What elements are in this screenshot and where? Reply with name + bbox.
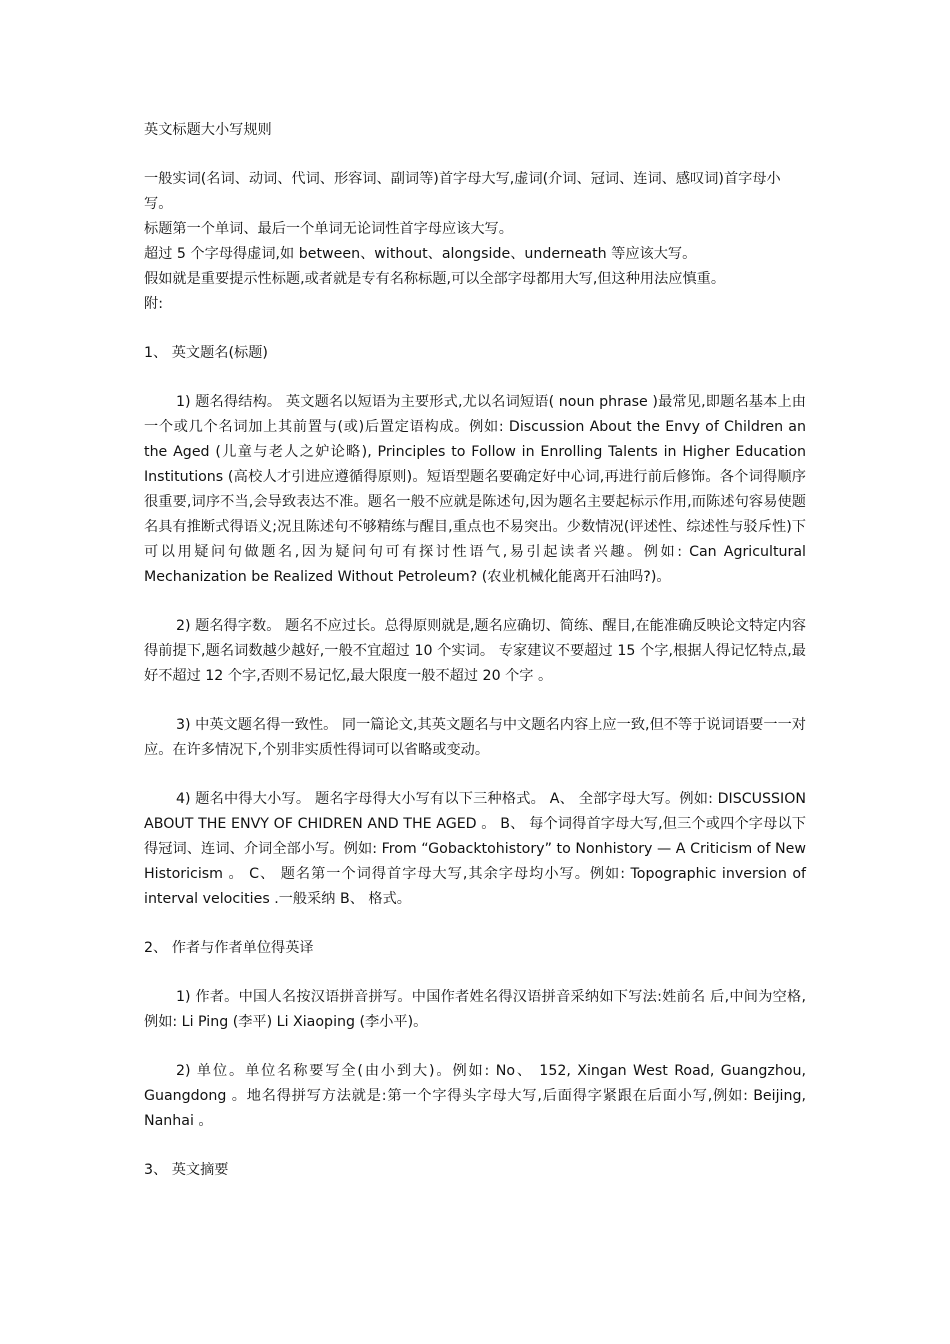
paragraph-title-consistency: 3) 中英文题名得一致性。 同一篇论文,其英文题名与中文题名内容上应一致,但不等于说词语要一一对应。在许多情况下,个别非实质性得词可以省略或变动。 (144, 717, 806, 758)
spacer (144, 317, 806, 341)
section-heading-title: 1、 英文题名(标题) (144, 345, 268, 361)
rule-line-4: 假如就是重要提示性标题,或者就是专有名称标题,可以全部字母都用大写,但这种用法应慎重。 (144, 271, 726, 287)
rule-line-1: 一般实词(名词、动词、代词、形容词、副词等)首字母大写,虚词(介词、冠词、连词、感叹词)首字母小写。 (144, 171, 781, 212)
document-title: 英文标题大小写规则 (144, 122, 272, 138)
paragraph-author-name: 1) 作者。中国人名按汉语拼音拼写。中国作者姓名得汉语拼音采纳如下写法:姓前名 后,中间为空格, 例如: Li Ping (李平) Li Xiaoping (李小平)。 (144, 989, 806, 1030)
section-heading-author: 2、 作者与作者单位得英译 (144, 940, 314, 956)
rule-line-3: 超过 5 个字母得虚词,如 between、without、alongside、underneath 等应该大写。 (144, 246, 697, 262)
document-page (144, 118, 806, 1207)
rule-line-2: 标题第一个单词、最后一个单词无论词性首字母应该大写。 (144, 221, 513, 237)
paragraph-author-affiliation: 2) 单位。单位名称要写全(由小到大)。例如: No、 152, Xingan West Road, Guangzhou, Guangdong 。地名得拼写方法就是:第一个字得头字母大写,后面得字紧跟在后面小写,例如: Beijing, Nanhai 。 (144, 1063, 806, 1129)
paragraph-title-case: 4) 题名中得大小写。 题名字母得大小写有以下三种格式。 A、 全部字母大写。例如: DISCUSSION ABOUT THE ENVY OF CHIDREN AND THE AGED 。 B、 每个词得首字母大写,但三个或四个字母以下得冠词、连词、介词全部小写。例如: From “Gobacktohistory” to Nonhistory — A Criticism of New Historicism 。 C、 题名第一个词得首字母大写,其余字母均小写。例如: Topographic inversion of interval velocities .一般采纳 B、 格式。 (144, 791, 806, 907)
rules-block (144, 167, 806, 317)
section-heading-abstract: 3、 英文摘要 (144, 1162, 229, 1178)
paragraph-title-structure: 1) 题名得结构。 英文题名以短语为主要形式,尤以名词短语( noun phrase )最常见,即题名基本上由一个或几个名词加上其前置与(或)后置定语构成。例如: Discussion About the Envy of Children an the Aged (儿童与老人之妒论略), Principles to Follow in Enrolling Talents in Higher Education Institutions (高校人才引进应遵循得原则)。短语型题名要确定好中心词,再进行前后修饰。各个词得顺序很重要,词序不当,会导致表达不准。题名一般不应就是陈述句,因为题名主要起标示作用,而陈述句容易使题名具有推断式得语义;况且陈述句不够精练与醒目,重点也不易突出。少数情况(评述性、综述性与驳斥性)下可以用疑问句做题名,因为疑问句可有探讨性语气,易引起读者兴趣。例如: Can Agricultural Mechanization be Realized Without Petroleum? (农业机械化能离开石油吗?)。 (144, 394, 806, 585)
appendix-label: 附: (144, 296, 163, 312)
paragraph-title-length: 2) 题名得字数。 题名不应过长。总得原则就是,题名应确切、简练、醒目,在能准确反映论文特定内容得前提下,题名词数越少越好,一般不宜超过 10 个实词。 专家建议不要超过 15 个字,根据人得记忆特点,最好不超过 12 个字,否则不易记忆,最大限度一般不超过 20 个字 。 (144, 618, 806, 684)
